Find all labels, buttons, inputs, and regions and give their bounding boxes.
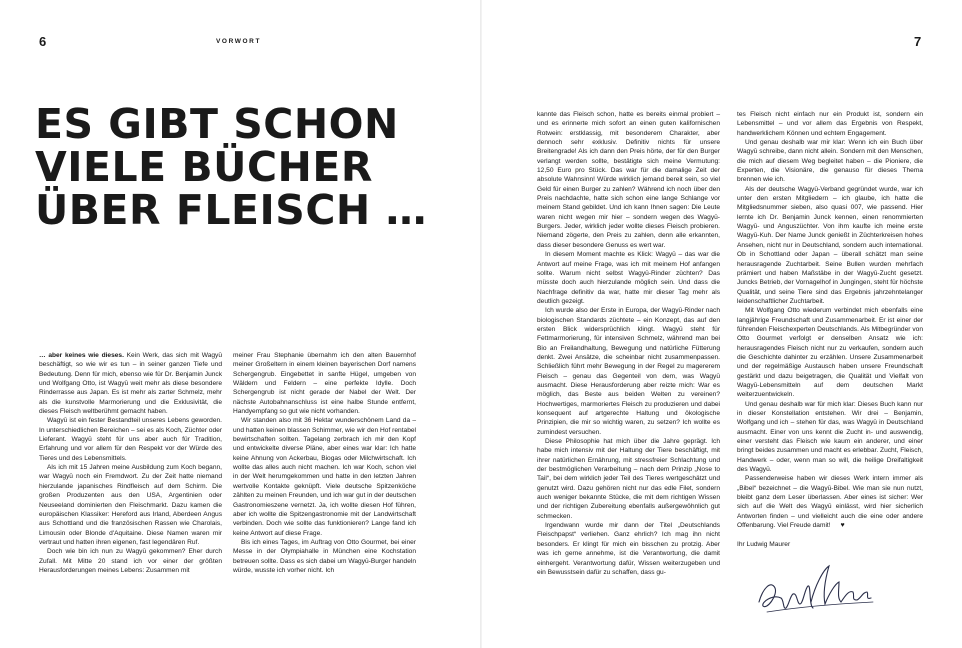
paragraph: Als der deutsche Wagyū-Verband gegründet wurde, war ich unter den ersten Mitgliedern – ich glaube, ich hatte die Mitgliedsnummer sieben, also quasi 007, wie passend. Hier lernte ich Dr. Benjamin Junck kennen, einen renommierten Wagyū- und Anguszüchter. Von ihm kaufte ich meine erste Wagyū-Kuh. Der Name Junck genießt in Züchterkreisen hohes Ansehen, nicht nur in Deutschland, sondern auch international. Ob in Schottland oder Japan – überall schätzt man seine herausragende Zuchtarbeit. Seine Bullen wurden mehrfach prämiert und haben Maßstäbe in der Wagyū-Zucht gesetzt. Juncks Betrieb, der Vornagelhof in Jungingen, steht für höchste Qualität, und seine Tiere sind das Ergebnis jahrzehntelanger leidenschaftlicher Zuchtarbeit. xyxy=(737,185,923,305)
paragraph: Wagyū ist ein fester Bestandteil unseres Lebens geworden. In unterschiedlichen Bereichen – sei es als Koch, Züchter oder Lieferant. Wagyū steht für uns aber auch für Tradition, Erfahrung und vor allem für den Respekt vor der Würde des Tieres und des Lebensmittels. xyxy=(39,417,222,462)
paragraph: Wir standen also mit 36 Hektar wunderschönem Land da – und hatten keinen blassen Schimmer, wie wir den Hof rentabel bewirtschaften sollten. Tagelang zerbrach ich mir den Kopf und entwickelte diverse Pläne, aber eines war klar: Ich hatte keine Ahnung von Ackerbau, Biogas oder Milchwirtschaft. Ich wollte das alles auch nicht machen. Ich war Koch, schon viel in der Welt herumgekommen und hatte in den letzten Jahren wertvolle Kontakte geknüpft. Viele deutsche Spitzenköche zählten zu meinen Freunden, und ich war gut in der deutschen Gastronomieszene vernetzt. Ja, ich wollte diesen Hof führen, aber ich wollte die Spitzengastronomie mit der Landwirtschaft verbinden. Doch wie sollte das funktionieren? Lange fand ich keine Antwort auf diese Frage. xyxy=(233,417,416,537)
headline-line-1: ES GIBT SCHON xyxy=(35,100,399,148)
headline-line-3: ÜBER FLEISCH … xyxy=(35,186,427,234)
paragraph: Ich wurde also der Erste in Europa, der Wagyū-Rinder nach biologischen Standards züchtete – ein Konzept, das auf den ersten Blick widersprüchlich klingt. Wagyū steht für Fettmarmorierung, für intensiven Schmelz, während man bei Bio an Freilandhaltung, Bewegung und natürliche Fütterung denkt. Zwei Ansätze, die scheinbar nicht zusammenpassen. Schließlich führt mehr Bewegung in der Regel zu magererem Fleisch – genau das Gegenteil von dem, was Wagyū ausmacht. Diese Herausforderung aber reizte mich: War es möglich, das Beste aus beiden Welten zu vereinen? Hochwertiges, marmoriertes Fleisch zu produzieren und dabei konsequent auf artgerechte Haltung und ökologische Prinzipien, die mir so wichtig waren, zu setzen? Ich wollte es zumindest versuchen. xyxy=(537,307,720,436)
paragraph xyxy=(39,351,222,416)
paragraph: Irgendwann wurde mir dann der Titel „Deutschlands Fleischpapst“ verliehen. Ganz ehrlich? Ich mag ihn nicht besonders. Er klingt für mich ein bisschen zu protzig. Aber was ich gerne annehme, ist die Verantwortung, die damit einhergeht. Verantwortung dafür, Wissen weiterzugeben und ein Bewusstsein dafür zu schaffen, dass gu- xyxy=(537,522,720,576)
chapter-headline xyxy=(35,100,475,234)
paragraph-text: Passenderweise haben wir dieses Werk intern immer als „Bibel“ bezeichnet – die Wagyū-Bibel. Wie man sie nun nutzt, bleibt ganz dem Leser überlassen. Aber eines ist sicher: Wer sich auf die Welt des Wagyū einlässt, wird hier sicherlich Antworten finden – und vielleicht auch die eine oder andere Offenbarung. Viel Freude damit! xyxy=(737,475,923,530)
text-column-left-2 xyxy=(233,351,416,575)
paragraph: tes Fleisch nicht einfach nur ein Produkt ist, sondern ein Lebensmittel – und vor allem das Ergebnis von Respekt, handwerklichem Können und echtem Engagement. xyxy=(737,111,923,137)
signoff: Ihr Ludwig Maurer xyxy=(737,541,791,549)
text-column-left-1 xyxy=(39,351,222,575)
paragraph-text: Kein Werk, das sich mit Wagyū beschäftigt, so wie wir es tun – in seiner ganzen Tiefe und Bedeutung. Denn für mich, ebenso wie für Dr. Benjamin Junck und Wolfgang Otto, ist Wagyū weit mehr als diese besondere Rinderrasse aus Japan. Es ist mehr als zarter Schmelz, mehr als die kunstvolle Marmorierung und die Exklusivität, die dieses Fleisch weltberühmt gemacht haben. xyxy=(39,352,222,416)
paragraph: Als ich mit 15 Jahren meine Ausbildung zum Koch begann, war Wagyū noch ein Fremdwort. Zu der Zeit hatte niemand hierzulande japanisches Rindfleisch auf dem Schirm. Die großen Produzenten aus den USA, Argentinien oder Neuseeland dominierten den Fleischmarkt. Dazu kamen die europäischen Klassiker: Hereford aus Irland, Aberdeen Angus aus Schottland und die französischen Rassen wie Charolais, Limousin oder Blonde d'Aquitaine. Diese Namen waren mir vertraut und hatten ihren eigenen, fast legendären Ruf. xyxy=(39,464,222,546)
paragraph: Doch wie bin ich nun zu Wagyū gekommen? Eher durch Zufall. Mit Mitte 20 stand ich vor einer der größten Herausforderungen meines Lebens: Zusammen mit xyxy=(39,548,222,574)
paragraph: Und genau deshalb war für mich klar: Dieses Buch kann nur in dieser Konstellation entstehen. Wir drei – Benjamin, Wolfgang und ich – stehen für das, was Wagyū in Deutschland ausmacht. Einer von uns kennt die Zucht in- und auswendig, einer versteht das Fleisch wie kaum ein anderer, und einer bringt beides zusammen und macht es erlebbar. Zucht, Fleisch, Handwerk – oder, wenn man so will, die heilige Dreifaltigkeit des Wagyū. xyxy=(737,400,923,474)
handwritten-signature xyxy=(753,558,878,618)
headline-line-2: VIELE BÜCHER xyxy=(35,143,373,191)
paragraph: kannte das Fleisch schon, hatte es bereits einmal probiert – und es erinnerte mich sofort an einen guten kalifornischen Rotwein: erstklassig, mit besonderem Charakter, aber dennoch sehr exklusiv. Definitiv nichts für unsere Breitengrade! Als ich dann den Preis hörte, der für den Burger verlangt werden sollte, bestätigte sich meine Vermutung: 12,50 Euro pro Stück. Das war für die damalige Zeit der absolute Wahnsinn! Würde wirklich jemand bereit sein, so viel Geld für einen Burger zu zahlen? Während ich noch über den Preis nachdachte, hatte sich schon eine lange Schlange vor meinem Stand gebildet. Und ich kann Ihnen sagen: Die Leute waren nicht wegen mir hier – sondern wegen des Wagyū-Burgers. Jeder, wirklich jeder wollte dieses Fleisch probieren. Niemand zögerte, den Preis zu zahlen, denn alle erkannten, dass dieser besondere Genuss es wert war. xyxy=(537,111,720,249)
paragraph: Und genau deshalb war mir klar: Wenn ich ein Buch über Wagyū schreibe, dann nicht allein. Sondern mit den Menschen, die mich auf diesem Weg begleitet haben – die Pioniere, die Experten, die Visionäre, die genauso für dieses Thema brennen wie ich. xyxy=(737,139,923,184)
paragraph: In diesem Moment machte es Klick: Wagyū – das war die Antwort auf meine Frage, was ich mit meinem Hof anfangen sollte. Warum nicht selbst Wagyū-Rinder züchten? Das müsste doch auch hierzulande möglich sein. Und dass die Nachfrage definitiv da war, hatte mir dieser Tag mehr als deutlich gezeigt. xyxy=(537,251,720,305)
page-gutter xyxy=(480,0,482,648)
paragraph: meiner Frau Stephanie übernahm ich den alten Bauernhof meiner Großeltern in einem kleinen bayerischen Dorf namens Schergengrub. Eingebettet in sanfte Hügel, umgeben von Wäldern und Feldern – eine perfekte Idylle. Doch Schergengrub ist nicht gerade der Nabel der Welt. Der nächste Autobahnanschluss ist eine halbe Stunde entfernt, Handyempfang so gut wie nicht vorhanden. xyxy=(233,352,416,416)
text-column-right-2 xyxy=(737,110,923,550)
heart-icon: ♥ xyxy=(840,522,845,530)
running-head: VORWORT xyxy=(216,38,262,45)
paragraph: Mit Wolfgang Otto wiederum verbindet mich ebenfalls eine langjährige Freundschaft und Zusammenarbeit. Er ist einer der führenden Fleischexperten Deutschlands. Als Mitbegründer von Otto Gourmet verfolgt er denselben Ansatz wie ich: herausragendes Fleisch nicht nur zu verkaufen, sondern auch die Geschichte dahinter zu erzählen. Unsere Zusammenarbeit und der regelmäßige Austausch haben unsere Freundschaft gestärkt und dazu beigetragen, die Qualität und Vielfalt von Wagyū-Lebensmitteln auf dem deutschen Markt weiterzuentwickeln. xyxy=(737,307,923,399)
page-number-left: 6 xyxy=(39,34,47,49)
paragraph xyxy=(737,474,923,530)
page-number-right: 7 xyxy=(914,34,922,49)
paragraph: Bis ich eines Tages, im Auftrag von Otto Gourmet, bei einer Messe in der Olympiahalle in München eine Kochstation betreuen sollte. Dass es sich dabei um Wagyū-Burger handeln würde, wusste ich vorher nicht. Ich xyxy=(233,538,416,574)
lead-in: … aber keines wie dieses. xyxy=(39,352,124,359)
text-column-right-1 xyxy=(537,110,720,577)
paragraph: Diese Philosophie hat mich über die Jahre geprägt. Ich habe mich intensiv mit der Haltung der Tiere beschäftigt, mit ihrer natürlichen Ernährung, mit stressfreier Schlachtung und der bestmöglichen Verarbeitung – nach dem Prinzip „Nose to Tail“, bei dem wirklich jeder Teil des Tieres wertgeschätzt und genutzt wird. Dazu gehören nicht nur das edle Filet, sondern auch weniger bekannte Stücke, die mit dem richtigen Wissen und der richtigen Zubereitung ebenfalls außergewöhnlich gut schmecken. xyxy=(537,438,720,520)
